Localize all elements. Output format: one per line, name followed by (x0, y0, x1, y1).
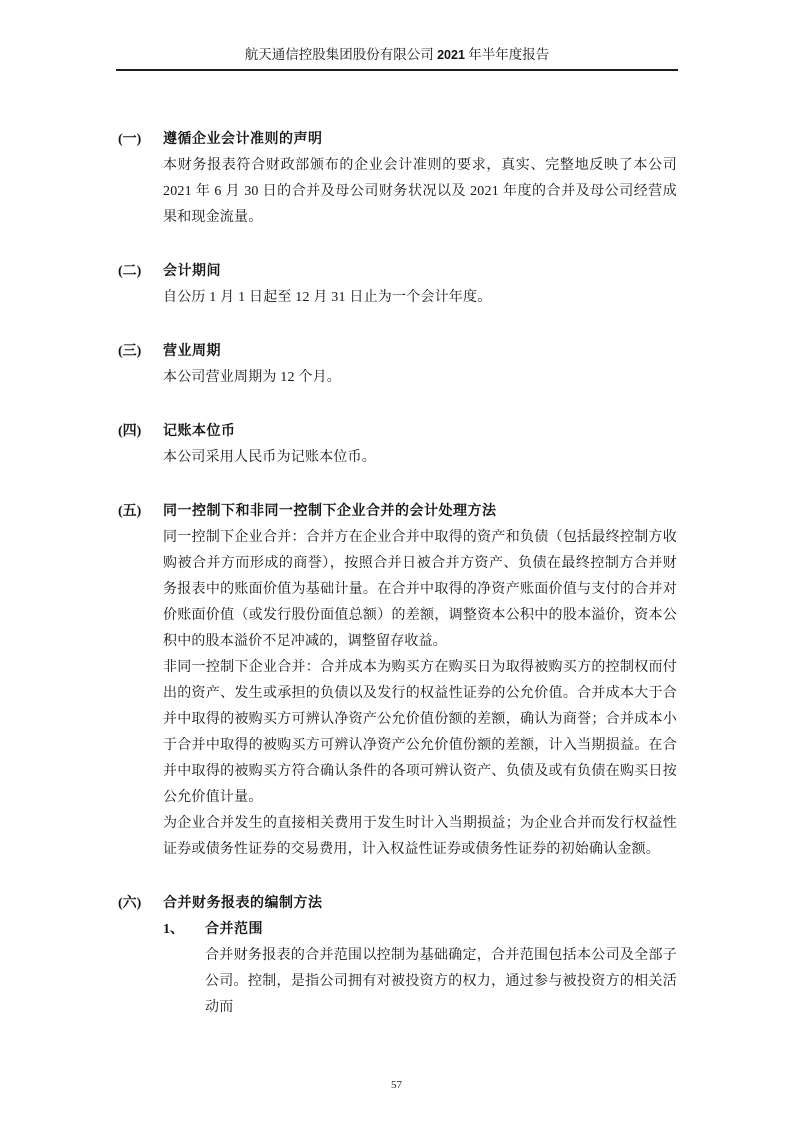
paragraph: 本公司营业周期为 12 个月。 (163, 370, 341, 385)
section-title: 记账本位币 (163, 424, 236, 439)
section-number: (四) (118, 424, 142, 439)
section-title: 遵循企业会计准则的声明 (163, 132, 323, 147)
paragraph: 本财务报表符合财政部颁布的企业会计准则的要求，真实、完整地反映了本公司 2021 年 6 月 30 日的合并及母公司财务状况以及 2021 年度的合并及母公司经营成果和现金流量。 (163, 158, 677, 225)
section-title: 营业周期 (163, 344, 221, 359)
section-title: 合并财务报表的编制方法 (163, 896, 323, 911)
paragraph: 合并财务报表的合并范围以控制为基础确定，合并范围包括本公司及全部子公司。控制，是指公司拥有对被投资方的权力，通过参与被投资方的相关活动而 (205, 948, 677, 1015)
section-1-accounting-standards-statement (118, 127, 677, 231)
section-title: 同一控制下和非同一控制下企业合并的会计处理方法 (163, 504, 497, 519)
report-title-suffix: 年半年度报告 (464, 47, 550, 62)
section-title: 会计期间 (163, 264, 221, 279)
paragraph: 为企业合并发生的直接相关费用于发生时计入当期损益；为企业合并而发行权益性证券或债务性证券的交易费用，计入权益性证券或债务性证券的初始确认金额。 (163, 816, 677, 857)
subsection-number: 1、 (163, 922, 184, 937)
paragraph: 同一控制下企业合并：合并方在企业合并中取得的资产和负债（包括最终控制方收购被合并方而形成的商誉），按照合并日被合并方资产、负债在最终控制方合并财务报表中的账面价值为基础计量。在合并中取得的净资产账面价值与支付的合并对价账面价值（或发行股份面值总额）的差额，调整资本公积中的股本溢价，资本公积中的股本溢价不足冲减的，调整留存收益。 (163, 530, 677, 649)
page-header (116, 0, 678, 71)
section-6-consolidated-statements-preparation (118, 891, 677, 1021)
subsection-title: 合并范围 (205, 922, 263, 937)
paragraph: 本公司采用人民币为记账本位币。 (163, 450, 376, 465)
section-5-business-combination-accounting (118, 499, 677, 863)
section-4-functional-currency (118, 419, 677, 471)
section-number: (六) (118, 896, 142, 911)
section-number: (一) (118, 132, 142, 147)
section-number: (二) (118, 264, 142, 279)
section-2-accounting-period (118, 259, 677, 311)
page-number: 57 (391, 1079, 402, 1091)
section-number: (三) (118, 344, 142, 359)
document-body (118, 71, 677, 1021)
section-number: (五) (118, 504, 142, 519)
subsection-1-consolidation-scope (163, 917, 677, 1021)
paragraph: 自公历 1 月 1 日起至 12 月 31 日止为一个会计年度。 (163, 290, 492, 305)
report-title-company: 航天通信控股集团股份有限公司 (244, 47, 438, 62)
page-footer (0, 1079, 793, 1091)
report-title-year: 2021 (437, 48, 465, 62)
section-3-operating-cycle (118, 339, 677, 391)
paragraph: 非同一控制下企业合并：合并成本为购买方在购买日为取得被购买方的控制权而付出的资产、发生或承担的负债以及发行的权益性证券的公允价值。合并成本大于合并中取得的被购买方可辨认净资产公允价值份额的差额，确认为商誉；合并成本小于合并中取得的被购买方可辨认净资产公允价值份额的差额，计入当期损益。在合并中取得的被购买方符合确认条件的各项可辨认资产、负债及或有负债在购买日按公允价值计量。 (163, 660, 677, 805)
